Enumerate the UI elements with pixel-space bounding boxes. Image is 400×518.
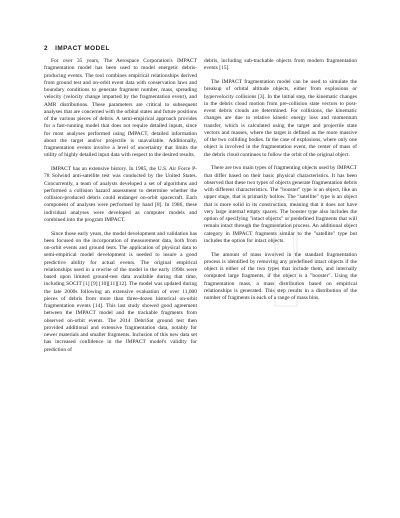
body-paragraph: There are two main types of fragmenting objects used by IMPACT that differ based on their basic physical characteristics. It has been observed that these two types of objects generate fragmentation debris with different characteristics. The "booster" type is an object, like an upper stage, that is primarily hollow. The "satellite" type is an object that is more solid in its construction, meaning that it does not have very large internal empty spaces. The booster type also includes the option of specifying "intact objects" or predefined fragments that will remain intact through the fragmentation process. An additional object category in IMPACT fragments similar to the "satellite" type but includes the option for intact objects.: [204, 165, 357, 244]
section-heading: [44, 45, 110, 52]
right-column: [204, 58, 357, 309]
body-paragraph: Since those early years, the model development and validation has been focused on the incorporation of measurement data, both from on-orbit events and ground tests. The application of physical data to semi-empirical model development is needed to insure a good predictive ability for actual events. The original empirical relationships used in a rewrite of the model in the early 1990s were based upon limited ground-test data available during that time, including SOCIT [1] [9] [10][11][12]. The model was updated during the late 2000s following an extensive evaluation of over 11,000 pieces of debris from more than three-dozen historical on-orbit fragmentation events [14]. This last study showed good agreement between the IMPACT model and the trackable fragments from observed on-orbit events. The 2014 DebriSat ground test then provided additional and extensive fragmentation data, notably for newer materials and smaller fragments. Inclusion of this new data set has increased confidence in the IMPACT model's validity for prediction of: [44, 230, 197, 353]
body-paragraph: For over 35 years, The Aerospace Corporation's IMPACT fragmentation model has been used to model energetic debris-producing events. The tool combines empirical relationships derived from ground test and on-orbit event data with conservation laws and boundary conditions to generate fragment number, mass, spreading velocity (velocity change imparted by the fragmentation event), and AMR distributions. These parameters are critical to subsequent analyses that are concerned with the orbital states and future positions of the various pieces of debris. A semi-empirical approach provides for a fast-running model that does not require detailed inputs, since for most analyses performed using IMPACT, detailed information about the target and/or projectile is unavailable. Additionally, fragmentation events involve a level of uncertainty that limits the utility of highly detailed input data with respect to the desired results.: [44, 58, 197, 159]
body-paragraph: The amount of mass involved in the standard fragmentation process is identified by removing any predefined intact objects if the object is either of the two types that include them, and internally computed large fragments, if the object is a "booster". Using the fragmentation mass, a mass distribution based on empirical relationships is generated. This step results in a distribution of the number of fragments in each of a range of mass bins.: [204, 251, 357, 301]
section-number: 2: [44, 45, 49, 52]
section-title: IMPACT MODEL: [55, 45, 110, 52]
body-paragraph: debris, including sub-trackable objects from modern fragmentation events [15].: [204, 58, 357, 72]
left-column: [44, 58, 197, 360]
body-paragraph: The IMPACT fragmentation model can be used to simulate the breakup of orbital altitude objects, either from explosions or hypervelocity collisions [3]. In the initial step, the kinematic changes in the debris cloud motion from pre-collision state vectors to post-event debris clouds are determined. For collisions, the kinematic changes are due to relative kinetic energy loss and momentum transfer, which is calculated using the target and projectile state vectors and masses, where the target is defined as the more massive of the two colliding bodies. In the case of explosions, where only one object is involved in the fragmentation event, the center of mass of the debris cloud continues to follow the orbit of the original object.: [204, 79, 357, 158]
body-paragraph: IMPACT has an extensive history. In 1985, the U.S. Air Force P-78 Solwind anti-satellite test was conducted by the United States. Concurrently, a team of analysts developed a set of algorithms and performed a collision hazard assessment to determine whether the collision-produced debris could endanger on-orbit spacecraft. Each component of analyses were performed by hand [8]. In 1986, these individual analyses were developed as computer models and combined into the program IMPACT.: [44, 166, 197, 223]
